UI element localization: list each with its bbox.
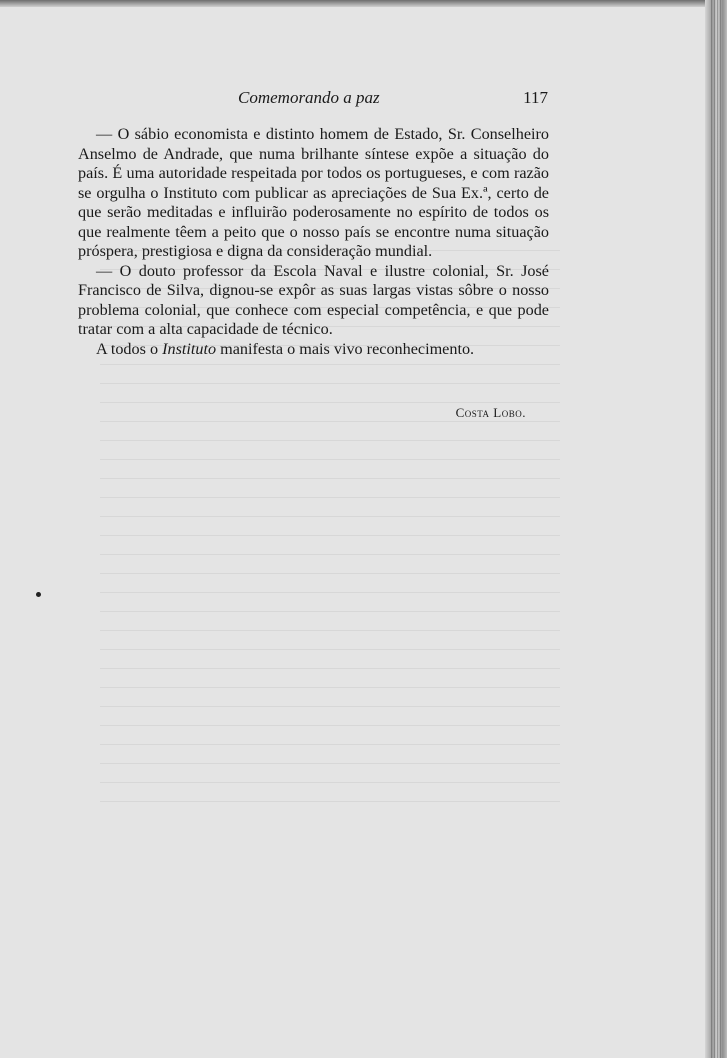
paragraph-anselmo-de-andrade: — O sábio economista e distinto homem de Estado, Sr. Conselheiro Anselmo de Andrade, que numa brilhante síntese expõe a situação do país. É uma autoridade respeitada por todos os portugueses, e com razão se orgulha o Instituto com publicar as apreciações de Sua Ex.ª, certo de que serão meditadas e influirão poderosamente no espírito de todos os que realmente têem a peito que o nosso país se encontre numa situação próspera, prestigiosa e digna da consideração mundial. bbox=[78, 125, 549, 260]
running-title: Comemorando a paz bbox=[238, 88, 380, 107]
body-text bbox=[78, 125, 549, 359]
ink-speck bbox=[36, 592, 41, 597]
acknowledgement-end: manifesta o mais vivo reconhecimento. bbox=[216, 339, 475, 358]
page-number: 117 bbox=[523, 88, 548, 107]
page-header bbox=[78, 88, 548, 112]
author-signature: Costa Lobo. bbox=[455, 405, 526, 420]
institute-name: Instituto bbox=[162, 339, 217, 358]
acknowledgement-start: A todos o bbox=[96, 339, 163, 358]
page-top-edge bbox=[0, 0, 727, 7]
paragraph-jose-francisco-de-silva: — O douto professor da Escola Naval e ilustre colonial, Sr. José Francisco de Silva, dignou-se expôr as suas largas vistas sôbre o nosso problema colonial, que conhece com especial competência, e que pode tratar com a alta capacidade de técnico. bbox=[78, 261, 549, 338]
page-stack-lines bbox=[711, 0, 721, 1058]
paragraph-acknowledgement bbox=[78, 340, 549, 360]
